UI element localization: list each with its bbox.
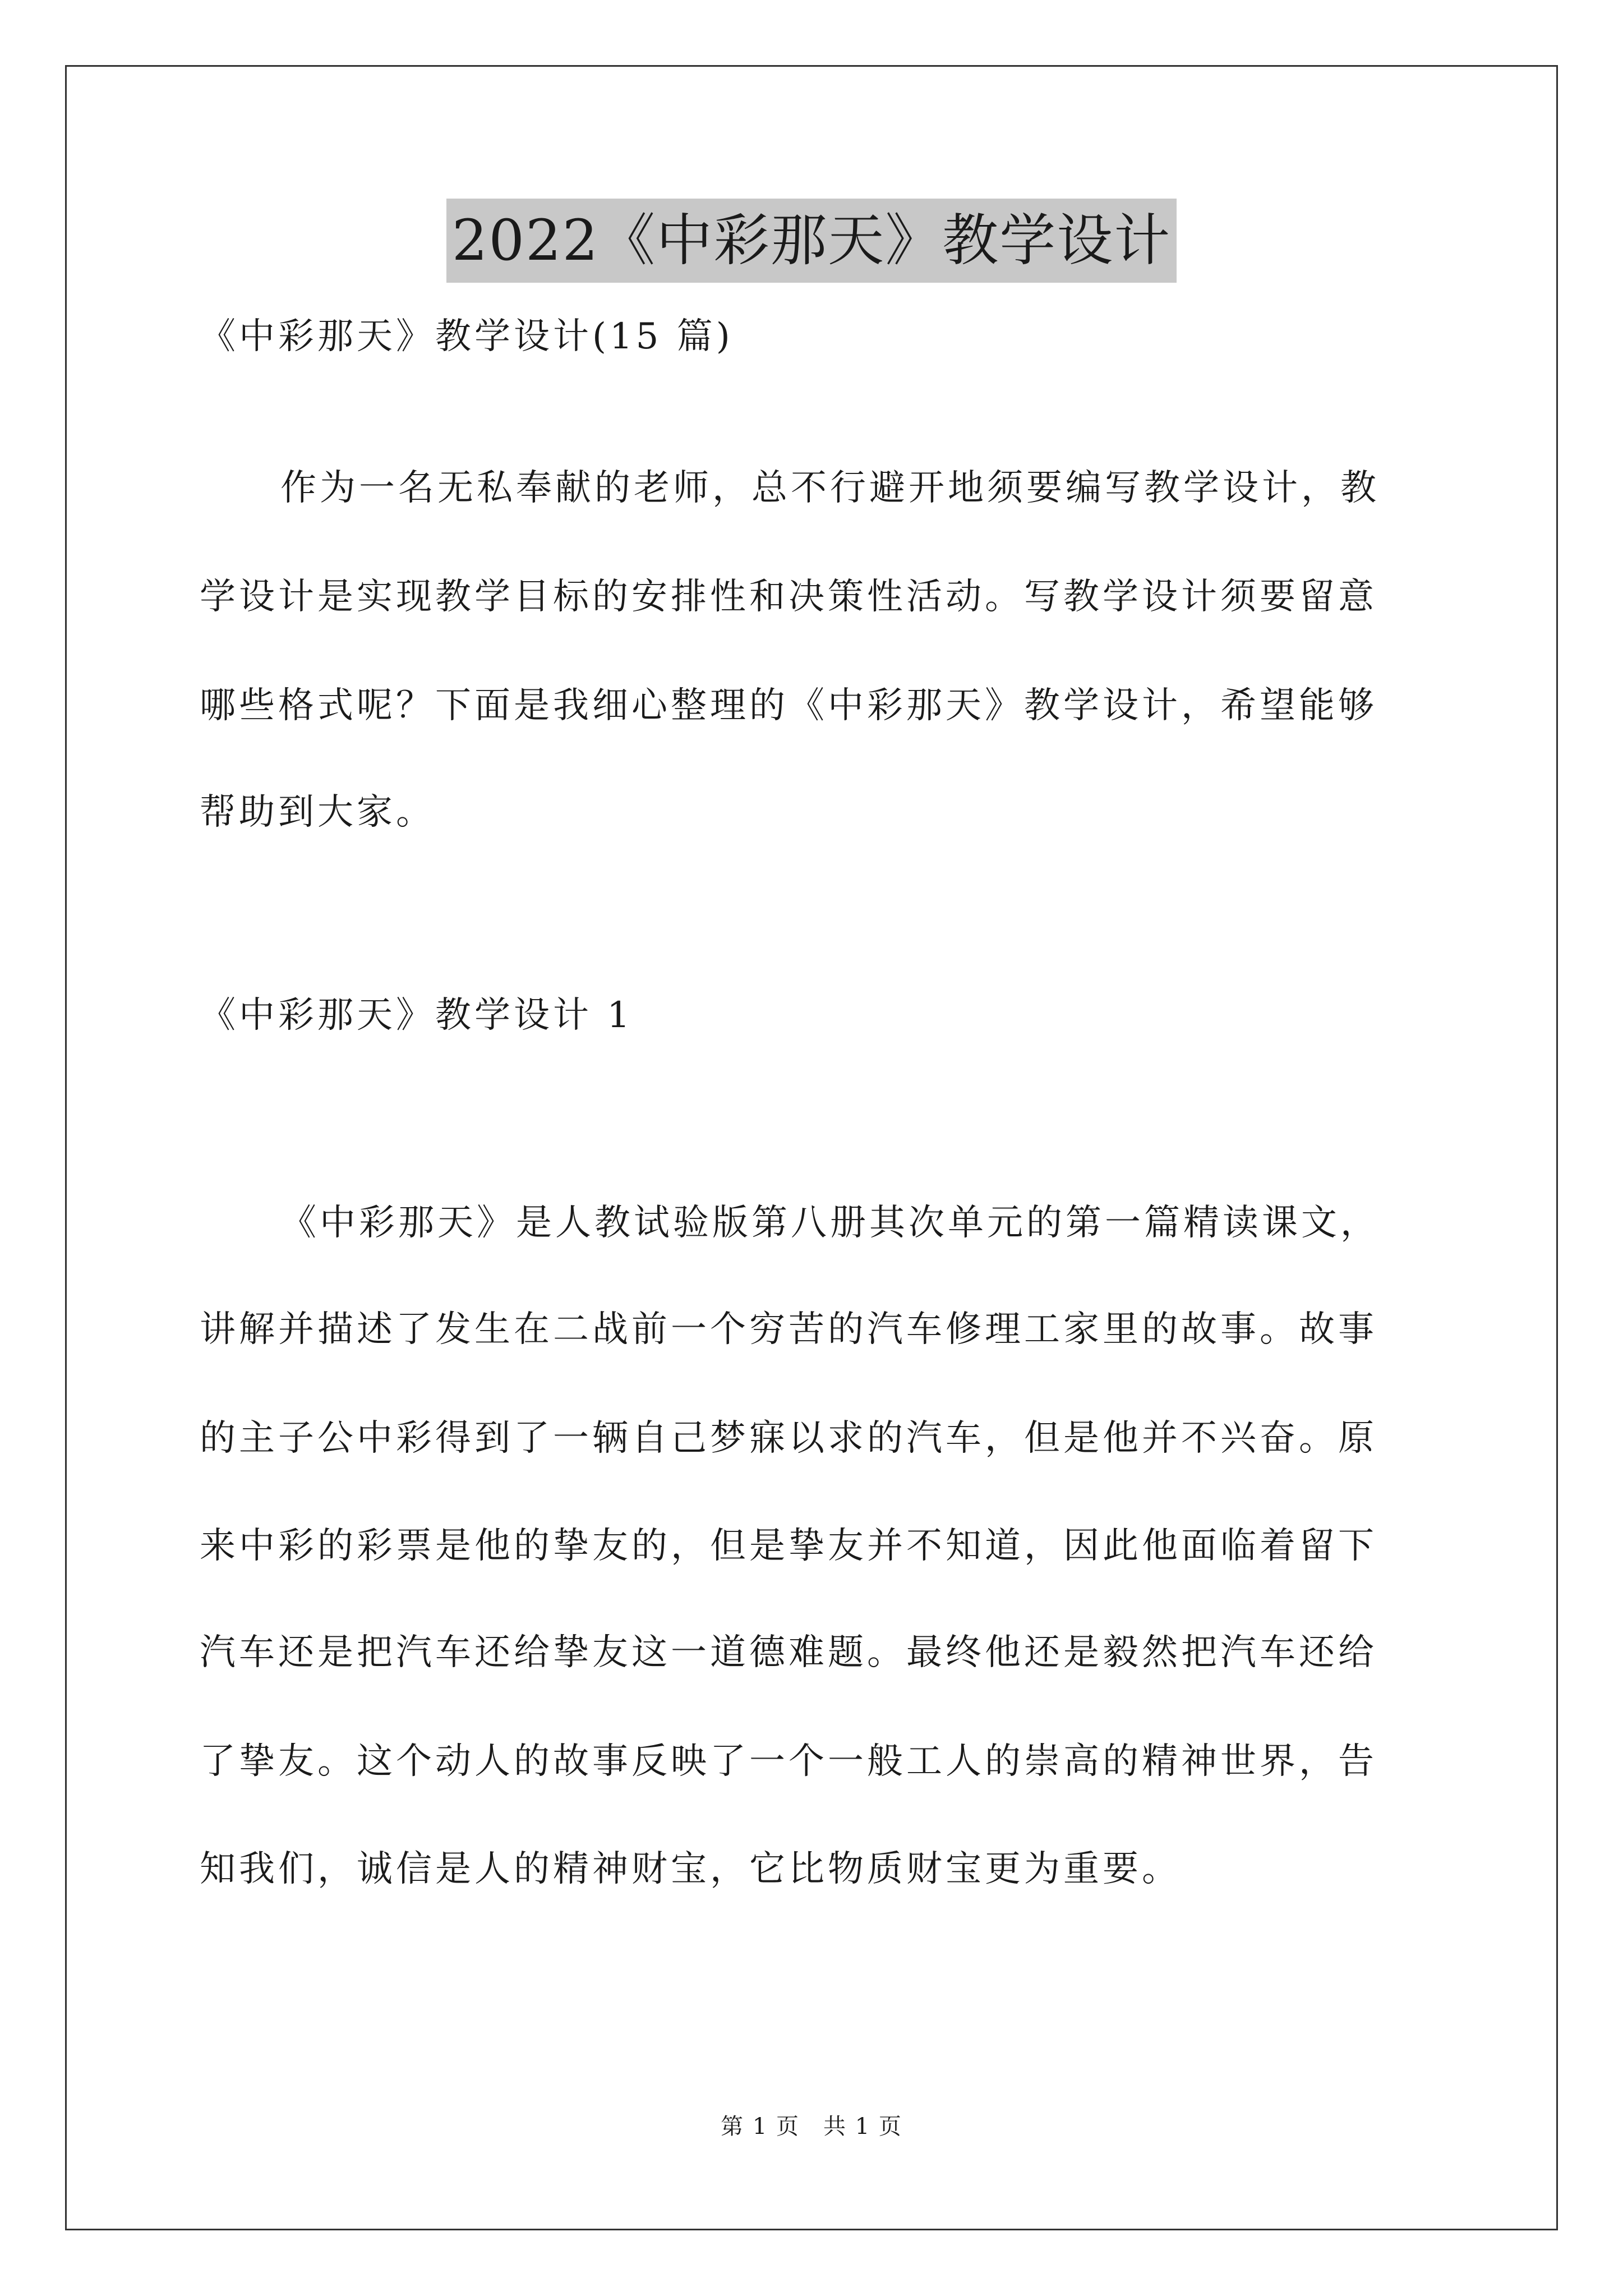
section1-line-1: 《中彩那天》是人教试验版第八册其次单元的第一篇精读课文， — [280, 1202, 1380, 1244]
title-container — [0, 199, 1623, 283]
section1-line-6: 了挚友。这个动人的故事反映了一个一般工人的崇高的精神世界，告 — [200, 1741, 1377, 1782]
intro-line-2: 学设计是实现教学目标的安排性和决策性活动。写教学设计须要留意 — [200, 576, 1377, 618]
section1-line-2: 讲解并描述了发生在二战前一个穷苦的汽车修理工家里的故事。故事 — [200, 1309, 1377, 1350]
intro-line-1: 作为一名无私奉献的老师，总不行避开地须要编写教学设计，教 — [280, 467, 1380, 509]
intro-line-3: 哪些格式呢？下面是我细心整理的《中彩那天》教学设计，希望能够 — [200, 685, 1377, 726]
section1-line-5: 汽车还是把汽车还给挚友这一道德难题。最终他还是毅然把汽车还给 — [200, 1632, 1377, 1673]
section1-line-3: 的主子公中彩得到了一辆自己梦寐以求的汽车，但是他并不兴奋。原 — [200, 1418, 1377, 1459]
document-title: 2022《中彩那天》教学设计 — [446, 199, 1177, 283]
section1-line-7: 知我们，诚信是人的精神财宝，它比物质财宝更为重要。 — [200, 1848, 1181, 1890]
document-subtitle: 《中彩那天》教学设计(15 篇) — [200, 316, 734, 357]
section1-line-4: 来中彩的彩票是他的挚友的，但是挚友并不知道，因此他面临着留下 — [200, 1525, 1377, 1567]
page-border — [65, 65, 1558, 2230]
intro-line-4: 帮助到大家。 — [200, 792, 435, 833]
page-footer: 第 1 页 共 1 页 — [721, 2114, 902, 2139]
section-heading-1: 《中彩那天》教学设计 1 — [200, 995, 634, 1036]
